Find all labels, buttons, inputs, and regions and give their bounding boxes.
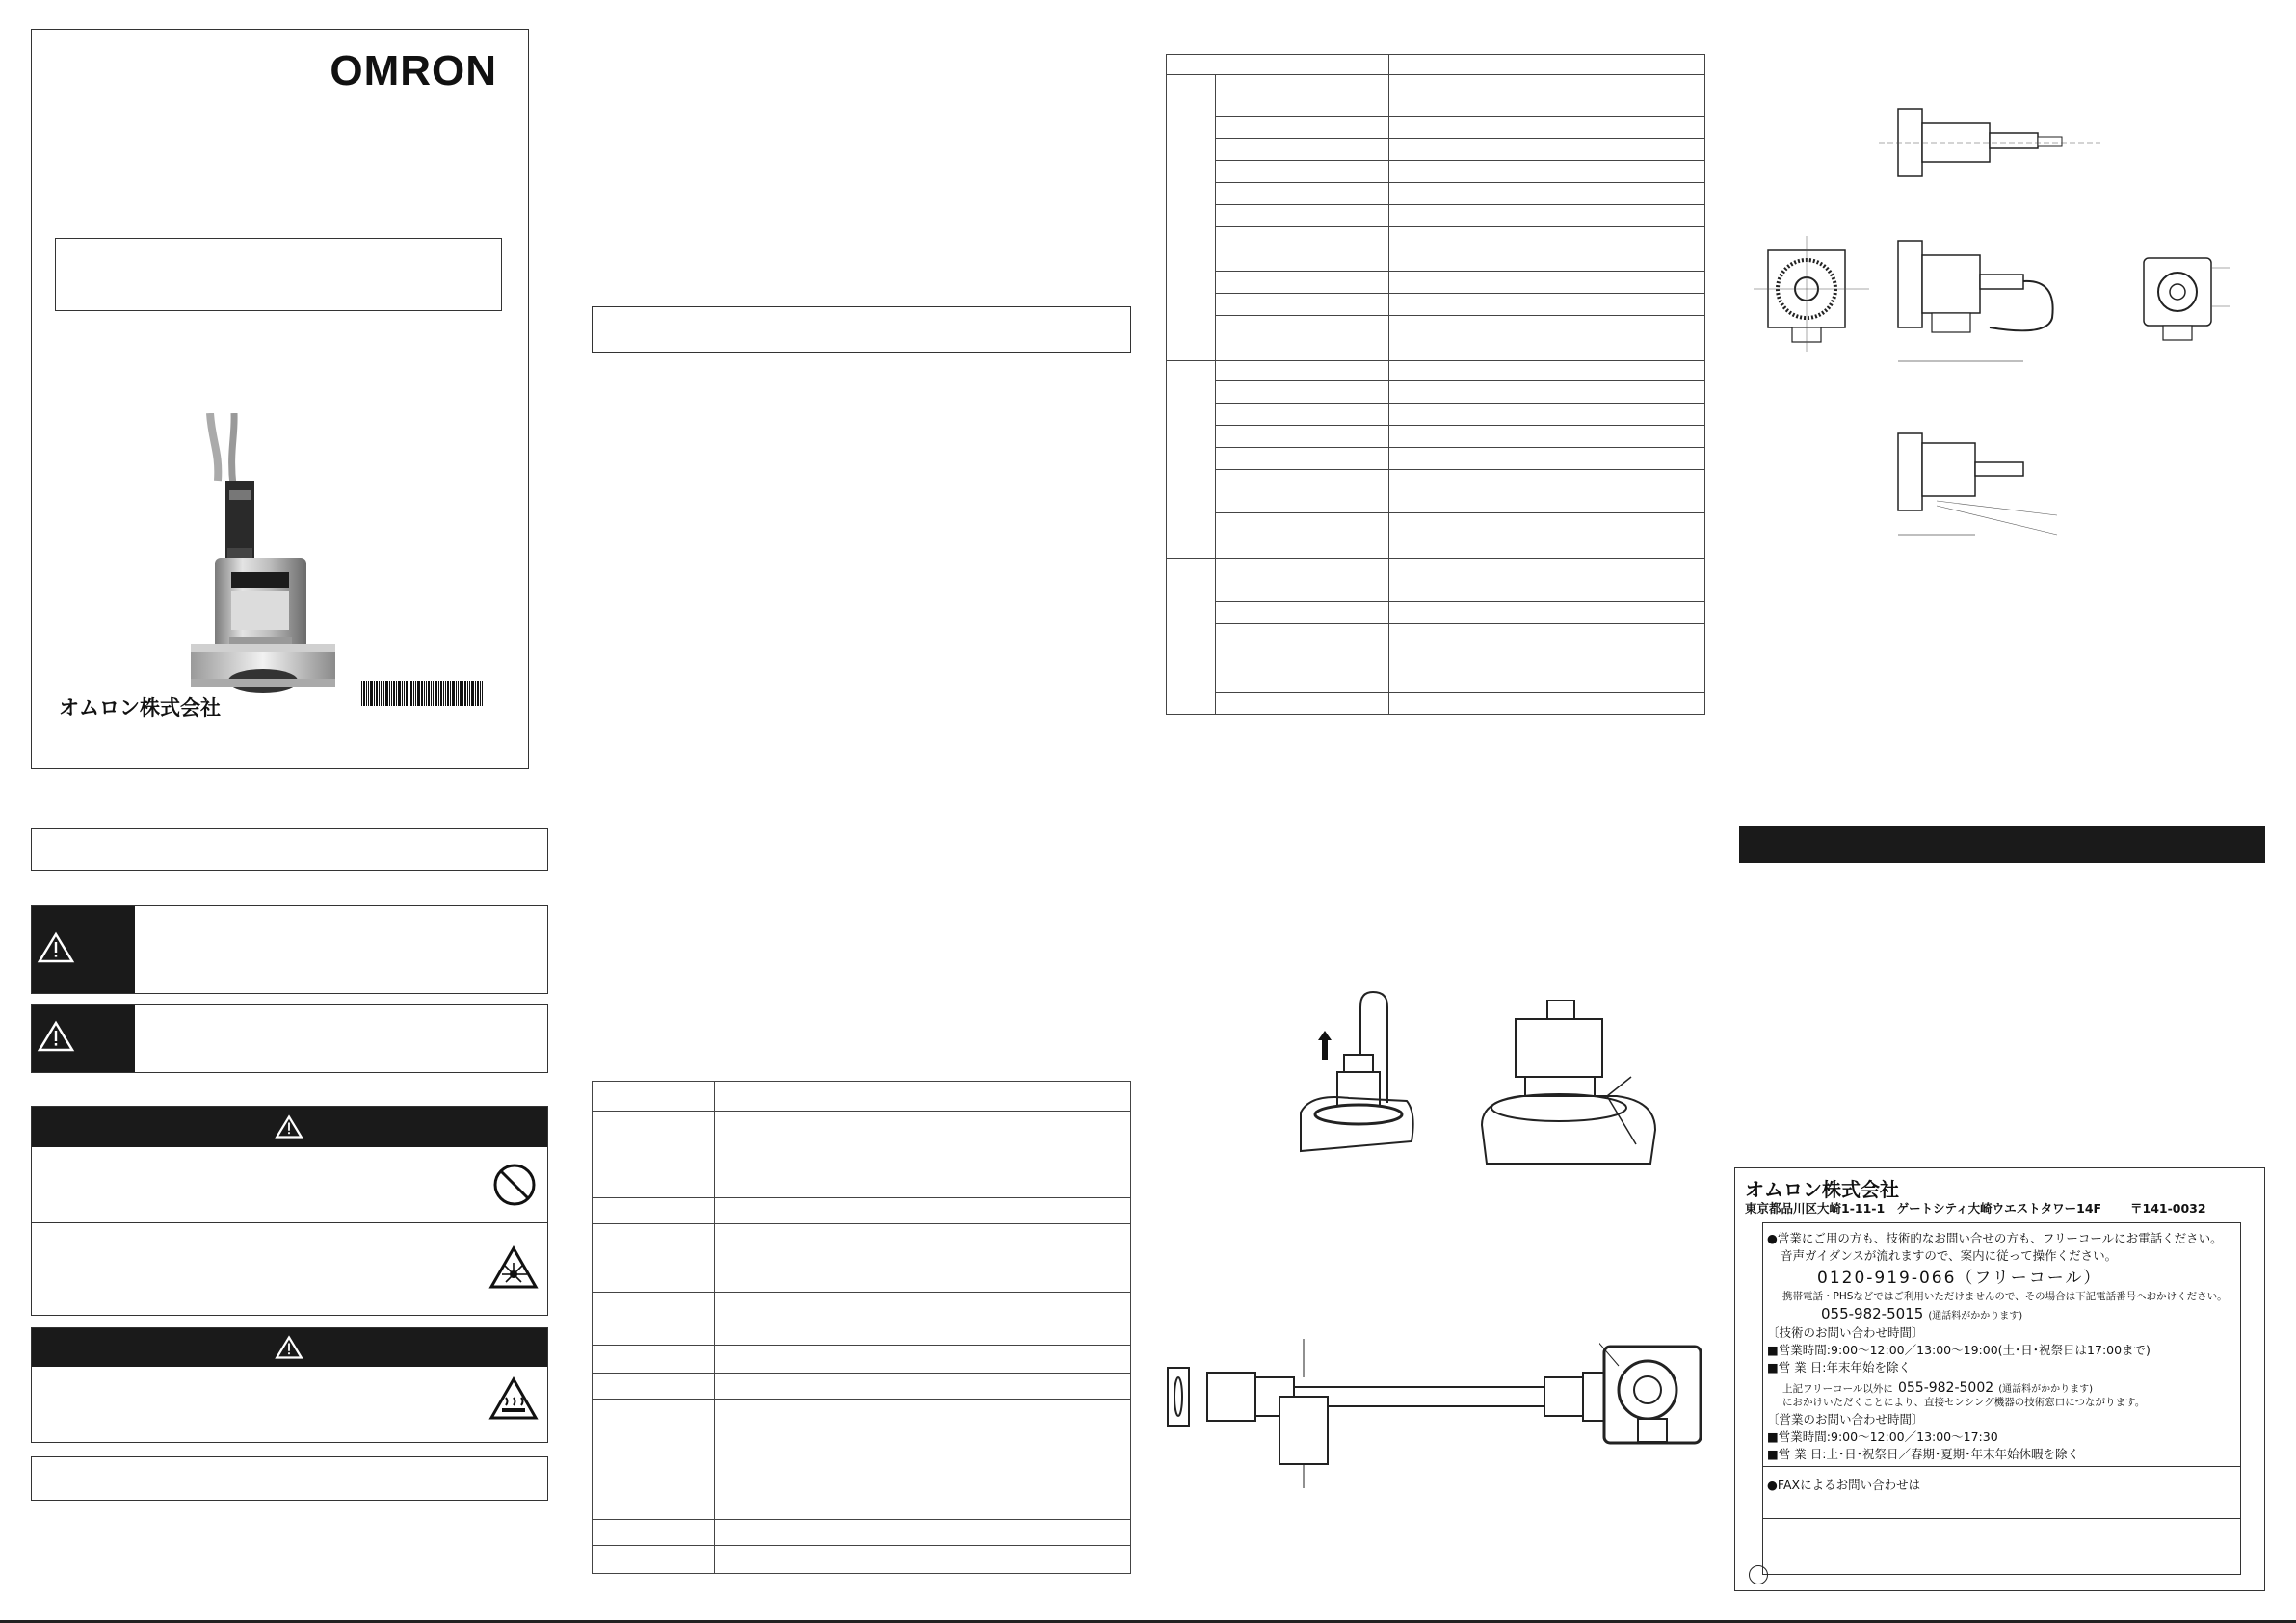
notice-box-bottom (31, 1456, 548, 1501)
phone-number[interactable]: 055-982-5015 (1821, 1305, 1924, 1322)
table-row (1167, 426, 1705, 448)
cover-company-name: オムロン株式会社 (59, 696, 221, 720)
tech-days: ■営 業 日:年末年始を除く (1767, 1360, 1911, 1374)
other-prefix: 上記フリーコール以外に (1782, 1383, 1893, 1395)
freecall-number[interactable]: 0120-919-066（フリーコール） (1817, 1269, 2102, 1288)
table-row (593, 1400, 1131, 1520)
table-row (1167, 559, 1705, 602)
phone-note: (通話料がかかります) (1928, 1311, 2023, 1322)
contact-inner-box (1762, 1222, 2241, 1575)
warning-triangle-icon (275, 1335, 303, 1360)
table-row (593, 1224, 1131, 1293)
table-row (1167, 513, 1705, 559)
dimension-drawing-side (1893, 231, 2067, 371)
contact-line-1: ●営業にご用の方も、技術的なお問い合せの方も、フリーコールにお電話ください。 (1767, 1231, 2223, 1245)
other-phone-line (1782, 1377, 2093, 1396)
table-row (1167, 361, 1705, 381)
table-row (593, 1082, 1131, 1112)
caution-header-bar (32, 1328, 547, 1367)
divider (1763, 1466, 2240, 1467)
divider (1763, 1518, 2240, 1519)
table-row (1167, 249, 1705, 272)
contact-line-2: 音声ガイダンスが流れますので、案内に従って操作ください。 (1781, 1248, 2118, 1263)
sales-hours-title: 〔営業のお問い合わせ時間〕 (1767, 1412, 1924, 1427)
table-row (1167, 693, 1705, 715)
contact-postal: 〒141-0032 (2130, 1201, 2206, 1216)
dimension-drawing-rear (2129, 249, 2235, 364)
table-row (593, 1520, 1131, 1546)
sales-hours: ■営業時間:9:00～12:00／13:00～17:30 (1767, 1429, 1998, 1444)
divider (32, 1222, 547, 1223)
table-row (1167, 161, 1705, 183)
table-row (1167, 55, 1705, 75)
table-row (1167, 75, 1705, 117)
table-row (593, 1139, 1131, 1198)
table-row (1167, 381, 1705, 404)
table-row (593, 1112, 1131, 1139)
phone-line (1821, 1304, 2022, 1322)
table-row (1167, 624, 1705, 693)
caution-label-1 (32, 1005, 135, 1072)
specs-table-lower (592, 1081, 1131, 1574)
table-row (1167, 448, 1705, 470)
table-row (1167, 139, 1705, 161)
warning-section (31, 1106, 548, 1316)
section-header-bar (1739, 826, 2265, 863)
omron-logo: OMRON (330, 47, 497, 94)
recycle-mark (1749, 1565, 1768, 1584)
table-row (1167, 602, 1705, 624)
fax-line: ●FAXによるお問い合わせは (1767, 1478, 1921, 1492)
table-row (593, 1198, 1131, 1224)
hot-surface-icon (488, 1376, 539, 1421)
dimension-drawing-front (1754, 236, 1869, 352)
table-row (593, 1374, 1131, 1400)
product-photo (191, 413, 393, 702)
table-row (1167, 205, 1705, 227)
dimension-drawing-top (1879, 104, 2100, 181)
table-row (593, 1293, 1131, 1346)
safety-intro-box (31, 828, 548, 871)
contact-address: 東京都品川区大崎1-11-1 ゲートシティ大崎ウエストタワー14F (1745, 1201, 2102, 1216)
table-row (593, 1346, 1131, 1374)
warning-header-bar (32, 1107, 547, 1147)
table-row (593, 1546, 1131, 1574)
installation-illustration-1 (1291, 987, 1416, 1161)
warning-triangle-icon (275, 1114, 303, 1139)
warning-box-1 (31, 905, 548, 994)
caution-box-1 (31, 1004, 548, 1073)
cover-panel (31, 29, 529, 769)
other-phone[interactable]: 055-982-5002 (1897, 1380, 1994, 1396)
section-box (592, 306, 1131, 353)
specs-table-main (1166, 54, 1705, 715)
other-phone-note: (通話料がかかります) (1998, 1384, 2094, 1395)
table-row (1167, 183, 1705, 205)
table-row (1167, 117, 1705, 139)
connector-front-view (1599, 1342, 1705, 1448)
tech-hours: ■営業時間:9:00～12:00／13:00～19:00(土･日･祝祭日は17:00まで) (1767, 1343, 2151, 1357)
mobile-note: 携帯電話・PHSなどではご利用いただけませんので、その場合は下記電話番号へおかけください。 (1782, 1291, 2228, 1302)
warning-label-1 (32, 906, 135, 993)
cover-title-box (55, 238, 502, 311)
contact-company: オムロン株式会社 (1745, 1178, 1899, 1201)
warning-triangle-icon (37, 931, 75, 964)
table-row (1167, 227, 1705, 249)
laser-hazard-icon (488, 1245, 539, 1290)
installation-illustration-2 (1472, 1000, 1665, 1173)
other-note: におかけいただくことにより、直接センシング機器の技術窓口につながります。 (1782, 1397, 2146, 1408)
dimension-drawing-section (1888, 414, 2062, 549)
warning-triangle-icon (37, 1020, 75, 1053)
prohibition-icon (492, 1163, 537, 1207)
caution-section (31, 1327, 548, 1443)
barcode (361, 681, 500, 706)
table-row (1167, 404, 1705, 426)
table-row (1167, 294, 1705, 316)
table-row (1167, 272, 1705, 294)
table-row (1167, 316, 1705, 361)
contact-box (1734, 1167, 2265, 1591)
sales-days: ■営 業 日:土･日･祝祭日／春期･夏期･年末年始休暇を除く (1767, 1447, 2079, 1461)
tech-hours-title: 〔技術のお問い合わせ時間〕 (1767, 1325, 1924, 1340)
table-row (1167, 470, 1705, 513)
